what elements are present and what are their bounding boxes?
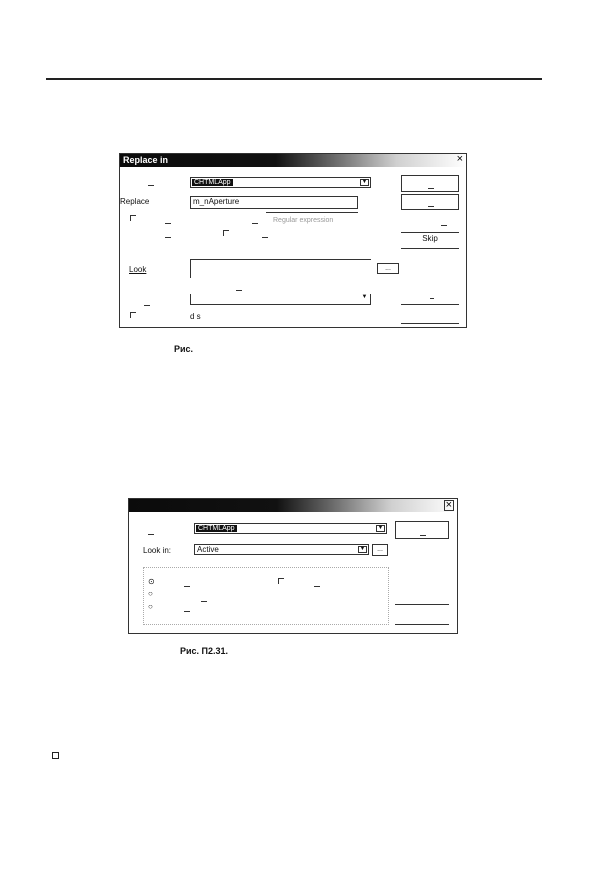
replace-label: Replace: [120, 197, 150, 206]
option-checkbox[interactable]: [278, 578, 284, 584]
cancel-button[interactable]: [395, 604, 449, 605]
help-button[interactable]: [401, 323, 459, 324]
dialog-title: Replace in: [123, 155, 169, 165]
scope-combo[interactable]: [190, 294, 371, 305]
checkbox-bullet-icon: [52, 752, 59, 759]
option-radio-3[interactable]: ○: [148, 602, 153, 611]
chevron-down-icon[interactable]: ▼: [377, 525, 384, 531]
option-radio-1[interactable]: ⊙: [148, 577, 155, 586]
find-what-value: CHTMLApp: [198, 525, 235, 532]
replace-all-button[interactable]: [401, 214, 459, 229]
find-next-button[interactable]: [401, 175, 459, 192]
find-what-combo[interactable]: [194, 523, 387, 534]
regex-hint: Regular expression: [273, 217, 334, 224]
replace-field[interactable]: m_nAperture: [190, 196, 358, 209]
cancel-button[interactable]: [401, 304, 459, 305]
look-in-label: Look in:: [143, 546, 172, 555]
look-in-combo[interactable]: [194, 544, 369, 555]
options-group: [143, 567, 389, 625]
find-what-combo[interactable]: [190, 177, 371, 188]
chevron-down-icon[interactable]: ▼: [361, 179, 368, 185]
chevron-down-icon[interactable]: ▼: [359, 546, 366, 552]
look-label: Look: [129, 265, 147, 274]
browse-button[interactable]: ...: [372, 544, 388, 556]
page-top-rule: [46, 78, 542, 80]
dialog-titlebar: [120, 154, 466, 167]
find-in-dialog: [128, 498, 458, 634]
replace-in-dialog: [119, 153, 467, 328]
find-what-label-fragment: [148, 185, 154, 186]
browse-button[interactable]: ...: [377, 263, 399, 274]
replace-button[interactable]: [401, 194, 459, 210]
find-what-value: CHTMLApp: [194, 179, 231, 186]
chevron-down-icon[interactable]: ▼: [361, 294, 368, 300]
close-icon[interactable]: ×: [456, 153, 463, 165]
help-button[interactable]: [395, 624, 449, 625]
look-field[interactable]: [190, 259, 371, 278]
figure-caption-2: Рис. П2.31.: [180, 646, 229, 656]
subfolders-checkbox[interactable]: [130, 312, 136, 318]
match-whole-word-checkbox[interactable]: [130, 215, 136, 221]
dialog-titlebar: [129, 499, 457, 512]
look-in-value: Active: [197, 545, 219, 554]
close-icon[interactable]: ×: [445, 499, 452, 511]
skip-button[interactable]: Skip: [401, 232, 459, 249]
find-button[interactable]: [395, 521, 449, 539]
figure-caption-1: Рис.: [174, 344, 194, 354]
subfolders-label: d s: [190, 312, 201, 321]
option-radio-2[interactable]: ○: [148, 589, 153, 598]
match-case-checkbox[interactable]: [223, 230, 229, 236]
